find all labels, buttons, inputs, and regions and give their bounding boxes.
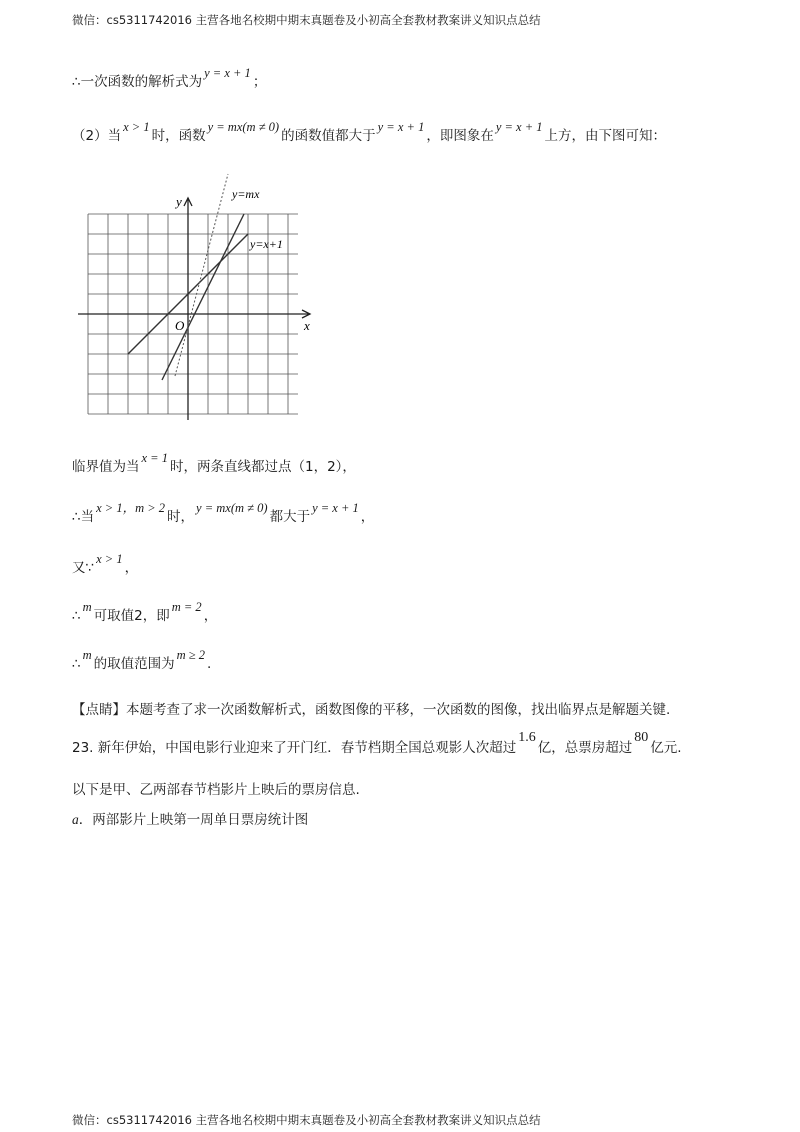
formula: y = x + 1 — [377, 120, 425, 134]
line-8: 【点睛】本题考查了求一次函数解析式，函数图像的平移，一次函数的图像，找出临界点是解题关键. — [72, 702, 671, 718]
line-9: 23. 新年伊始，中国电影行业迎来了开门红．春节档期全国总观影人次超过1.6亿，总票房超过80亿元. — [72, 730, 682, 756]
formula: x > 1 — [123, 120, 150, 134]
formula: m — [82, 600, 92, 614]
line-mx-label: y=mx — [232, 187, 260, 201]
formula: y = x + 1 — [312, 501, 359, 515]
formula: m = 2 — [171, 600, 202, 614]
formula: x > 1，m > 2 — [96, 501, 166, 515]
formula: y = x + 1 — [204, 66, 251, 80]
formula: m — [82, 648, 92, 662]
line-1: ∴一次函数的解析式为y = x + 1； — [72, 66, 267, 90]
number: 80 — [634, 730, 649, 745]
number: 1.6 — [518, 730, 536, 745]
formula: y = x + 1 — [495, 120, 543, 134]
line-11: a．两部影片上映第一周单日票房统计图 — [72, 812, 309, 828]
function-graph — [72, 170, 322, 420]
y-axis-label: y — [176, 194, 182, 209]
origin-label: O — [175, 318, 185, 333]
line-3: 临界值为当x = 1时，两条直线都过点（1，2）， — [72, 451, 356, 475]
formula: x = 1 — [141, 451, 168, 465]
page-header: 微信：cs5311742016 主营各地名校期中期末真题卷及小初高全套教材教案讲义知识点总结 — [72, 13, 541, 27]
line-7: ∴m的取值范围为m ≥ 2. — [72, 648, 212, 672]
formula: m ≥ 2 — [176, 648, 206, 662]
formula: y = mx(m ≠ 0) — [207, 120, 280, 134]
x-axis-label: x — [304, 318, 310, 333]
line-4: ∴当x > 1，m > 2时，y = mx(m ≠ 0)都大于y = x + 1， — [72, 501, 375, 525]
line-6: ∴m可取值2，即m = 2， — [72, 600, 218, 624]
page-footer: 微信：cs5311742016 主营各地名校期中期末真题卷及小初高全套教材教案讲义知识点总结 — [72, 1113, 541, 1127]
line-y-equals-mx — [162, 214, 244, 380]
formula: x > 1 — [96, 552, 123, 566]
line-2: （2）当x > 1时，函数y = mx(m ≠ 0)的函数值都大于y = x + 1，即图象在y = x + 1上方，由下图可知： — [72, 120, 667, 144]
line-5: 又∵x > 1， — [72, 552, 139, 576]
formula: y = mx(m ≠ 0) — [196, 501, 268, 515]
dashed-line — [175, 174, 228, 376]
line-x1-label: y=x+1 — [250, 237, 283, 251]
line-10: 以下是甲、乙两部春节档影片上映后的票房信息. — [72, 782, 360, 798]
axes — [78, 198, 310, 420]
